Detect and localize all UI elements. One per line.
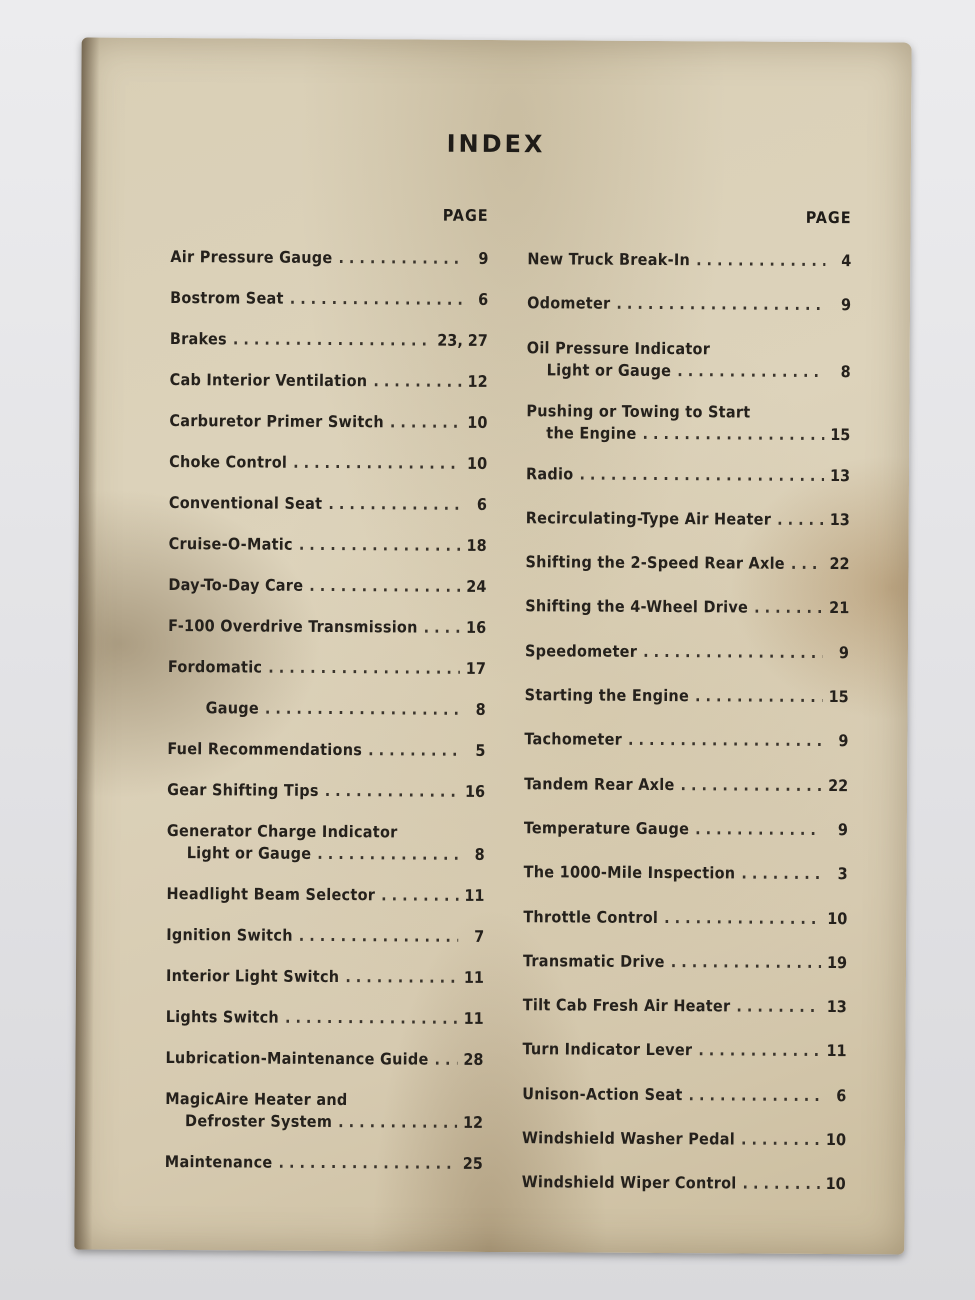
dot-leader bbox=[791, 553, 824, 575]
dot-leader bbox=[642, 423, 824, 446]
index-entry-page: 15 bbox=[830, 424, 851, 444]
index-entry bbox=[522, 1127, 846, 1151]
dot-leader bbox=[689, 1084, 821, 1107]
index-entry-row bbox=[524, 817, 848, 841]
dot-leader bbox=[265, 698, 460, 721]
index-entry bbox=[524, 861, 848, 885]
index-entry-page: 4 bbox=[841, 251, 852, 271]
dot-leader bbox=[424, 617, 461, 639]
dot-leader bbox=[268, 657, 460, 680]
dot-leader bbox=[695, 685, 823, 708]
index-entry-row bbox=[166, 924, 484, 948]
index-entry-row bbox=[169, 451, 487, 475]
dot-leader bbox=[742, 1173, 819, 1195]
index-entry-page: 28 bbox=[463, 1049, 484, 1069]
index-entry-name: Day-To-Day Care bbox=[168, 575, 304, 595]
index-entry-page: 17 bbox=[465, 658, 486, 678]
index-entry bbox=[168, 615, 486, 639]
index-entry-name: Conventional Seat bbox=[168, 493, 323, 513]
index-entry-row bbox=[525, 551, 849, 575]
index-entry bbox=[165, 1047, 483, 1071]
index-entry-row bbox=[527, 292, 851, 316]
index-entry-name: Recirculating-Type Air Heater bbox=[525, 508, 772, 529]
index-entry-page: 9 bbox=[837, 820, 848, 840]
index-entry bbox=[167, 738, 485, 762]
index-entry-page: 10 bbox=[467, 412, 488, 432]
index-entry-row bbox=[167, 738, 485, 762]
index-entry bbox=[166, 883, 484, 907]
index-entry-name: Oil Pressure Indicator bbox=[526, 337, 711, 358]
index-entry-row bbox=[165, 1047, 483, 1071]
index-entry-row bbox=[522, 1083, 846, 1107]
dot-leader bbox=[290, 288, 462, 311]
index-entry bbox=[522, 1172, 846, 1196]
index-entry-row bbox=[526, 463, 850, 487]
index-entry-row bbox=[527, 248, 851, 272]
dot-leader bbox=[736, 996, 820, 1019]
index-entry-page: 13 bbox=[826, 997, 847, 1017]
index-entry-name: Temperature Gauge bbox=[523, 818, 690, 839]
index-entry-page: 10 bbox=[825, 1174, 846, 1194]
index-entry bbox=[526, 400, 850, 446]
index-entry-name: Headlight Beam Selector bbox=[166, 884, 376, 905]
index-entry-name: Windshield Washer Pedal bbox=[521, 1128, 736, 1149]
index-entry bbox=[527, 337, 851, 383]
index-entry-list-right bbox=[522, 248, 852, 1195]
index-entry-page: 21 bbox=[829, 598, 850, 618]
index-entry-row bbox=[170, 287, 488, 311]
index-entry-row bbox=[167, 779, 485, 803]
index-entry-page: 10 bbox=[467, 453, 488, 473]
index-entry-row bbox=[526, 507, 850, 531]
dot-leader bbox=[680, 774, 822, 797]
index-entry bbox=[524, 729, 848, 753]
index-entry-name: Gear Shifting Tips bbox=[167, 780, 319, 800]
index-entry-page: 8 bbox=[475, 699, 486, 719]
index-entry-name: Maintenance bbox=[164, 1152, 273, 1172]
index-entry-row bbox=[527, 359, 851, 383]
index-entry bbox=[170, 246, 488, 270]
index-entry-name: Air Pressure Gauge bbox=[170, 247, 333, 268]
index-entry bbox=[167, 779, 485, 803]
dot-leader bbox=[434, 1049, 457, 1071]
index-entry-page: 9 bbox=[838, 731, 849, 751]
index-entry bbox=[170, 328, 488, 352]
index-entry bbox=[524, 817, 848, 841]
index-entry-name: Tachometer bbox=[524, 729, 623, 750]
index-entry-name: Ignition Switch bbox=[166, 925, 293, 945]
index-entry-name: Shifting the 4-Wheel Drive bbox=[525, 596, 749, 618]
index-entry-row bbox=[522, 1127, 846, 1151]
index-entry bbox=[524, 773, 848, 797]
index-entry bbox=[165, 1088, 483, 1134]
index-entry-row bbox=[524, 861, 848, 885]
index-entry-row bbox=[170, 328, 488, 352]
index-entry-name: Odometer bbox=[527, 293, 611, 314]
index-entry-row bbox=[165, 1151, 483, 1175]
index-entry bbox=[167, 820, 485, 866]
index-entry bbox=[170, 287, 488, 311]
index-entry-name: Interior Light Switch bbox=[165, 966, 340, 987]
index-entry-name: Tandem Rear Axle bbox=[524, 773, 675, 794]
dot-leader bbox=[677, 360, 825, 383]
index-entry-row bbox=[165, 1110, 483, 1134]
index-entry-page: 6 bbox=[476, 494, 487, 514]
index-entry bbox=[170, 369, 488, 393]
index-entry-page: 16 bbox=[466, 617, 487, 637]
dot-leader bbox=[628, 729, 822, 752]
index-entry-page: 6 bbox=[478, 289, 489, 309]
index-entry-row bbox=[170, 369, 488, 393]
index-entry-row bbox=[168, 697, 486, 721]
index-entry-row bbox=[522, 1172, 846, 1196]
index-entry-page: 25 bbox=[462, 1153, 483, 1173]
dot-leader bbox=[616, 293, 825, 316]
dot-leader bbox=[695, 818, 822, 841]
index-entry-name: Fuel Recommendations bbox=[167, 739, 363, 760]
index-entry-name: Lights Switch bbox=[165, 1007, 280, 1027]
dot-leader bbox=[381, 884, 458, 906]
index-entry-name: MagicAire Heater and bbox=[165, 1089, 348, 1110]
dot-leader bbox=[325, 780, 459, 803]
dot-leader bbox=[299, 534, 461, 557]
index-entry-list-left bbox=[165, 246, 489, 1175]
index-entry-row bbox=[525, 640, 849, 664]
index-entry-row bbox=[522, 1039, 846, 1063]
dot-leader bbox=[741, 1129, 820, 1151]
index-entry-page: 11 bbox=[826, 1041, 847, 1061]
index-entry bbox=[166, 924, 484, 948]
dot-leader bbox=[233, 328, 432, 351]
index-column-left bbox=[165, 204, 489, 1194]
dot-leader bbox=[317, 843, 459, 866]
index-entry-name: Lubrication-Maintenance Guide bbox=[165, 1048, 429, 1069]
index-entry-page: 10 bbox=[825, 1130, 847, 1150]
index-entry-page: 13 bbox=[829, 465, 851, 485]
index-entry-name: Choke Control bbox=[169, 452, 288, 472]
index-entry-page: 9 bbox=[841, 295, 852, 315]
index-entry-row bbox=[524, 773, 848, 797]
index-entry bbox=[166, 965, 484, 989]
dot-leader bbox=[293, 452, 461, 475]
index-entry-name: Gauge bbox=[205, 698, 260, 718]
index-entry-page: 9 bbox=[478, 248, 489, 268]
index-entry bbox=[168, 697, 486, 721]
index-entry-page: 6 bbox=[836, 1085, 847, 1105]
index-entry bbox=[523, 950, 847, 974]
dot-leader bbox=[698, 1040, 820, 1063]
dot-leader bbox=[664, 907, 821, 930]
index-entry-page: 11 bbox=[463, 967, 485, 987]
booklet-page bbox=[74, 37, 911, 1254]
dot-leader bbox=[338, 1111, 457, 1134]
index-entry bbox=[168, 574, 486, 598]
index-entry-name: F-100 Overdrive Transmission bbox=[168, 616, 418, 637]
dot-leader bbox=[390, 411, 462, 433]
index-entry-row bbox=[166, 1006, 484, 1030]
index-entry-page: 18 bbox=[466, 535, 487, 555]
index-entry-page: 22 bbox=[829, 554, 850, 574]
index-entry-page: 24 bbox=[466, 576, 487, 596]
index-entry-name: Carburetor Primer Switch bbox=[169, 411, 385, 432]
index-entry-row bbox=[166, 883, 484, 907]
index-entry-page: 11 bbox=[464, 885, 485, 905]
index-entry-page: 11 bbox=[463, 1008, 484, 1028]
index-entry-page: 16 bbox=[465, 781, 486, 801]
index-entry bbox=[165, 1151, 483, 1175]
index-entry-page: 19 bbox=[826, 952, 848, 973]
dot-leader bbox=[328, 493, 461, 516]
dot-leader bbox=[671, 951, 821, 974]
index-entry bbox=[166, 1006, 484, 1030]
index-entry-name: Brakes bbox=[169, 329, 227, 349]
index-entry bbox=[522, 1083, 846, 1107]
index-entry bbox=[525, 551, 849, 575]
dot-leader bbox=[299, 925, 459, 948]
page-column-heading: PAGE bbox=[805, 207, 852, 228]
dot-leader bbox=[777, 509, 824, 531]
index-entry bbox=[527, 292, 851, 316]
index-entry-page: 22 bbox=[828, 775, 849, 795]
index-entry bbox=[169, 533, 487, 557]
index-entry-row bbox=[525, 684, 849, 708]
index-column-right bbox=[522, 206, 852, 1218]
index-title: INDEX bbox=[446, 129, 546, 159]
index-entry-name-continued: Light or Gauge bbox=[186, 843, 312, 863]
index-entry-page: 13 bbox=[829, 509, 850, 530]
index-entry bbox=[523, 994, 847, 1018]
dot-leader bbox=[373, 370, 461, 393]
index-entry-name: Windshield Wiper Control bbox=[521, 1172, 737, 1193]
index-entry bbox=[523, 906, 847, 930]
index-entry-page: 15 bbox=[828, 687, 849, 707]
index-entry-name: Tilt Cab Fresh Air Heater bbox=[522, 995, 731, 1016]
index-entry-name: Fordomatic bbox=[167, 657, 263, 677]
index-entry-page: 3 bbox=[837, 864, 848, 884]
index-entry-row bbox=[168, 615, 486, 639]
index-entry-row bbox=[166, 965, 484, 989]
dot-leader bbox=[338, 247, 462, 270]
dot-leader bbox=[643, 641, 823, 664]
index-entry-page: 23, 27 bbox=[437, 330, 488, 350]
index-entry-name-continued: the Engine bbox=[546, 422, 637, 443]
dot-leader bbox=[741, 863, 821, 885]
index-entry-name: Speedometer bbox=[524, 640, 638, 661]
index-entry-row bbox=[525, 596, 849, 620]
index-entry bbox=[525, 684, 849, 708]
dot-leader bbox=[309, 575, 460, 598]
index-entry-name: Radio bbox=[525, 463, 574, 484]
dot-leader bbox=[285, 1007, 458, 1030]
page-column-heading: PAGE bbox=[442, 205, 489, 225]
index-entry-page: 7 bbox=[474, 926, 485, 946]
dot-leader bbox=[696, 249, 825, 272]
index-entry-name: Cruise-O-Matic bbox=[168, 534, 293, 554]
dot-leader bbox=[368, 739, 459, 762]
index-entry-row bbox=[170, 246, 488, 270]
index-entry-page: 9 bbox=[838, 642, 850, 662]
index-entry bbox=[169, 410, 487, 434]
index-entry-row bbox=[524, 729, 848, 753]
dot-leader bbox=[754, 597, 823, 619]
index-entry-row bbox=[169, 492, 487, 516]
index-entry-name: Bostrom Seat bbox=[170, 288, 284, 308]
index-entry-name: New Truck Break-In bbox=[527, 249, 691, 270]
index-entry-name: Shifting the 2-Speed Rear Axle bbox=[525, 552, 785, 573]
index-entry bbox=[526, 507, 850, 531]
index-entry-name-continued: Defroster System bbox=[185, 1111, 333, 1132]
index-entry-name-continued: Light or Gauge bbox=[546, 359, 672, 380]
index-entry bbox=[526, 463, 850, 487]
index-entry bbox=[527, 248, 851, 272]
index-entry-name: Turn Indicator Lever bbox=[522, 1039, 693, 1060]
index-entry-page: 12 bbox=[467, 371, 488, 391]
index-entry-row bbox=[523, 906, 847, 930]
index-entry-row bbox=[526, 422, 850, 446]
index-entry-name: Cab Interior Ventilation bbox=[169, 370, 368, 391]
index-entry-row bbox=[168, 574, 486, 598]
index-entry bbox=[525, 640, 849, 664]
index-entry-page: 12 bbox=[463, 1112, 484, 1132]
index-entry-row bbox=[169, 410, 487, 434]
index-entry bbox=[168, 656, 486, 680]
index-entry-row bbox=[167, 842, 485, 866]
index-entry bbox=[522, 1039, 846, 1063]
index-entry-name: Generator Charge Indicator bbox=[166, 821, 398, 842]
index-entry-row bbox=[168, 656, 486, 680]
index-entry bbox=[525, 596, 849, 620]
index-entry-name: The 1000-Mile Inspection bbox=[523, 862, 736, 883]
index-entry-page: 5 bbox=[475, 740, 486, 760]
dot-leader bbox=[278, 1152, 456, 1175]
dot-leader bbox=[579, 463, 824, 486]
index-entry bbox=[169, 492, 487, 516]
index-entry bbox=[169, 451, 487, 475]
index-entry-row bbox=[169, 533, 487, 557]
index-entry-page: 8 bbox=[840, 361, 851, 381]
index-entry-page: 10 bbox=[827, 908, 848, 928]
index-entry-name: Transmatic Drive bbox=[523, 951, 665, 971]
dot-leader bbox=[345, 966, 458, 989]
index-entry-row bbox=[523, 994, 847, 1018]
index-entry-name: Throttle Control bbox=[523, 906, 659, 927]
index-entry-name: Pushing or Towing to Start bbox=[526, 400, 751, 422]
index-entry-name: Unison-Action Seat bbox=[522, 1083, 683, 1104]
index-entry-row bbox=[523, 950, 847, 974]
index-entry-name: Starting the Engine bbox=[524, 685, 690, 706]
index-entry-page: 8 bbox=[474, 844, 485, 864]
